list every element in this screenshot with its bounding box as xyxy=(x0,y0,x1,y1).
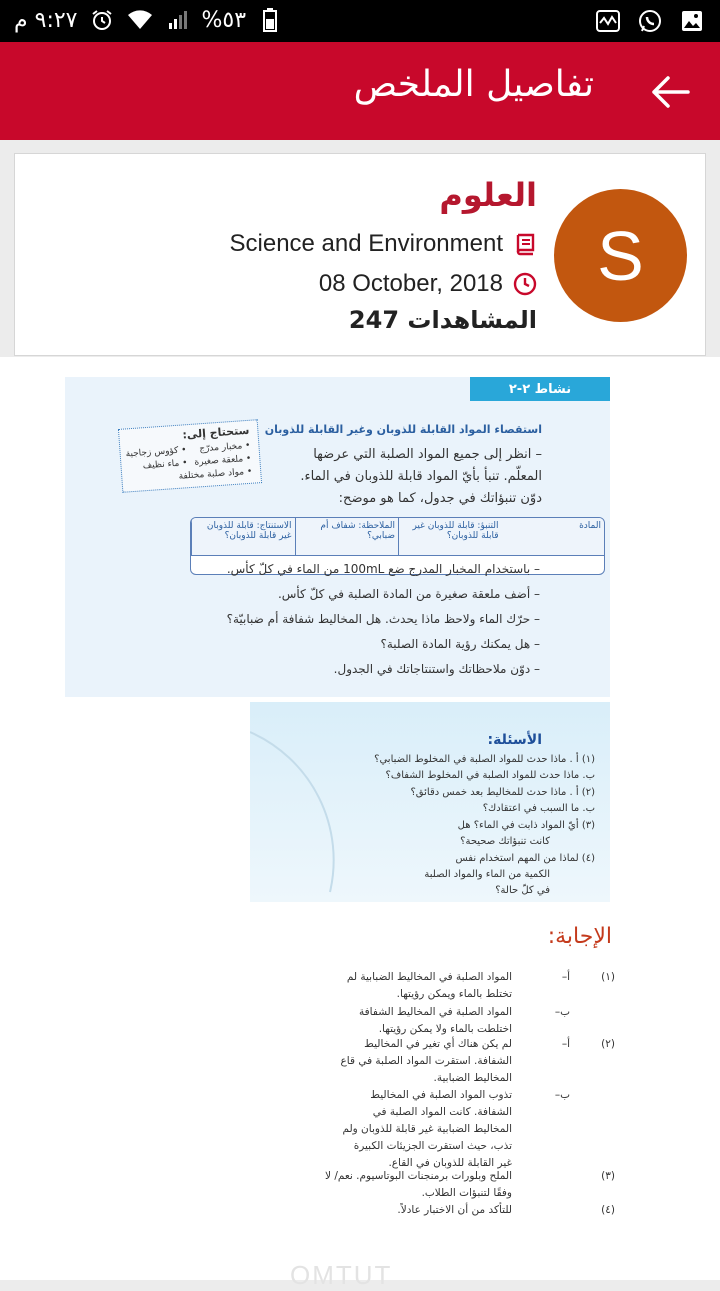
answer-line: المخاليط الضبابية غير قابلة للذوبان ولم xyxy=(342,1123,512,1135)
activity-intro-line: دوّن تنبؤاتك في جدول، كما هو موضح: xyxy=(338,491,542,506)
subject-title: العلوم xyxy=(439,176,537,214)
status-bar xyxy=(0,0,720,42)
activity-intro-line: – انظر إلى جميع المواد الصلبة التي عرضها xyxy=(313,447,542,462)
activity-tab: نشاط ٢-٢ xyxy=(470,377,610,401)
step-line: – أضف ملعقة صغيرة من المادة الصلبة في كلّ كأس. xyxy=(277,587,540,601)
wifi-icon xyxy=(126,6,154,34)
materials-title: ستحتاج إلى: xyxy=(182,423,250,442)
question-line: ب. ما السبب في اعتقادك؟ xyxy=(482,803,595,814)
answer-line: للتأكد من أن الاختبار عادلاً. xyxy=(397,1204,512,1216)
status-notifications xyxy=(594,7,706,35)
back-button[interactable] xyxy=(642,64,698,120)
answer-title: الإجابة: xyxy=(547,924,612,949)
questions-title: الأسئلة: xyxy=(487,732,542,748)
material-item: • مخبار مدرّج xyxy=(199,440,251,455)
clock-icon xyxy=(513,272,537,296)
answer-number: (١) xyxy=(601,971,615,983)
answer-number: (٢) xyxy=(601,1038,615,1050)
arrow-back-icon xyxy=(650,75,690,109)
book-icon xyxy=(513,232,537,256)
questions-box xyxy=(250,702,610,902)
question-line: ب. ماذا حدث للمواد الصلبة في المخلوط الشفاف؟ xyxy=(385,770,595,781)
answer-line: الشفافة. كانت المواد الصلبة في xyxy=(372,1106,512,1118)
status-time: ٩:٢٧ م xyxy=(14,7,78,33)
table-header-cell: الملاحظة: شفاف أم ضبابي؟ xyxy=(295,518,399,555)
answer-line: المخاليط الضبابية. xyxy=(433,1072,512,1084)
activity-intro-line: المعلّم. تنبأ بأيّ المواد قابلة للذوبان في الماء. xyxy=(300,469,542,484)
views-number: 247 xyxy=(348,306,400,334)
date-text: 08 October, 2018 xyxy=(318,270,503,297)
step-line: – دوّن ملاحظاتك واستنتاجاتك في الجدول. xyxy=(333,662,540,676)
step-line: – هل يمكنك رؤية المادة الصلبة؟ xyxy=(380,637,540,651)
table-header-cell: المادة xyxy=(579,521,601,531)
signal-icon xyxy=(164,6,192,34)
views-count xyxy=(349,306,537,334)
answer-part: ب– xyxy=(554,1089,570,1101)
question-line: (٣) أيّ المواد ذابت في الماء؟ هل xyxy=(457,820,595,831)
avatar: S xyxy=(554,189,687,322)
activity-title: استقصاء المواد القابلة للذوبان وغير القابلة للذوبان xyxy=(264,423,542,436)
subject-row xyxy=(230,230,538,258)
table-header-row xyxy=(191,518,604,556)
question-line: (٢) أ . ماذا حدث للمخاليط بعد خمس دقائق؟ xyxy=(410,787,595,798)
gallery-icon xyxy=(678,7,706,35)
table-header-cell: التنبؤ: قابلة للذوبان غير قابلة للذوبان؟ xyxy=(398,518,502,555)
answer-line: غير القابلة للذوبان في القاع. xyxy=(388,1157,512,1169)
pulse-app-icon xyxy=(594,7,622,35)
views-label: المشاهدات xyxy=(407,306,537,334)
battery-icon xyxy=(256,6,284,34)
step-line: – باستخدام المخبار المدرج ضع 100mL من الماء في كلّ كأس. xyxy=(226,562,540,576)
question-line: في كلّ حالة؟ xyxy=(495,885,550,896)
answer-line: المواد الصلبة في المخاليط الضبابية لم xyxy=(346,971,512,983)
answer-line: اختلطت بالماء ولا يمكن رؤيتها. xyxy=(378,1023,512,1035)
answer-line: وفقًا لتنبؤات الطلاب. xyxy=(421,1187,512,1199)
materials-box xyxy=(118,419,262,493)
app-bar xyxy=(0,42,720,140)
subject-name: Science and Environment xyxy=(229,230,503,257)
answer-line: تذب، حيث استقرت الجزيئات الكبيرة xyxy=(353,1140,512,1152)
status-left xyxy=(14,6,284,34)
material-item: • ملعقة صغيرة xyxy=(194,453,252,468)
answer-line: المواد الصلبة في المخاليط الشفافة xyxy=(359,1006,512,1018)
question-line: كانت تنبؤاتك صحيحة؟ xyxy=(460,836,550,847)
question-line: (١) أ . ماذا حدث للمواد الصلبة في المخلوط الضبابي؟ xyxy=(374,754,595,765)
summary-document xyxy=(0,357,720,1280)
answer-line: الملح وبلورات برمنجنات البوتاسيوم. نعم/ لا xyxy=(325,1170,512,1182)
date-row xyxy=(319,270,537,298)
answer-line: لم يكن هناك أي تغير في المخاليط xyxy=(364,1038,512,1050)
answer-line: الشفافة. استقرت المواد الصلبة في قاع xyxy=(340,1055,512,1067)
summary-card xyxy=(14,153,706,356)
answer-number: (٣) xyxy=(601,1170,615,1182)
material-item: • مواد صلبة مختلفة xyxy=(178,466,253,482)
alarm-icon xyxy=(88,6,116,34)
question-line: الكمية من الماء والمواد الصلبة xyxy=(424,869,550,880)
answer-number: (٤) xyxy=(601,1204,615,1216)
step-line: – حرّك الماء ولاحظ ماذا يحدث. هل المخاليط شفافة أم ضبابيّة؟ xyxy=(226,612,540,626)
decorative-circle-shape xyxy=(250,722,340,902)
battery-percent: %٥٣ xyxy=(201,7,247,33)
whatsapp-icon xyxy=(636,7,664,35)
answer-line: تختلط بالماء ويمكن رؤيتها. xyxy=(396,988,512,1000)
page-title: تفاصيل الملخص xyxy=(353,64,594,105)
material-item: • كؤوس زجاجية xyxy=(125,445,187,460)
material-item: • ماء نظيف xyxy=(142,458,188,472)
answer-part: أ– xyxy=(561,1038,570,1050)
answer-line: تذوب المواد الصلبة في المخاليط xyxy=(370,1089,512,1101)
answer-part: أ– xyxy=(561,971,570,983)
answer-part: ب– xyxy=(554,1006,570,1018)
table-header-cell: الاستنتاج: قابلة للذوبان غير قابلة للذوبان؟ xyxy=(191,518,295,555)
question-line: (٤) لماذا من المهم استخدام نفس xyxy=(455,853,595,864)
watermark: OMTUT xyxy=(290,1260,393,1290)
